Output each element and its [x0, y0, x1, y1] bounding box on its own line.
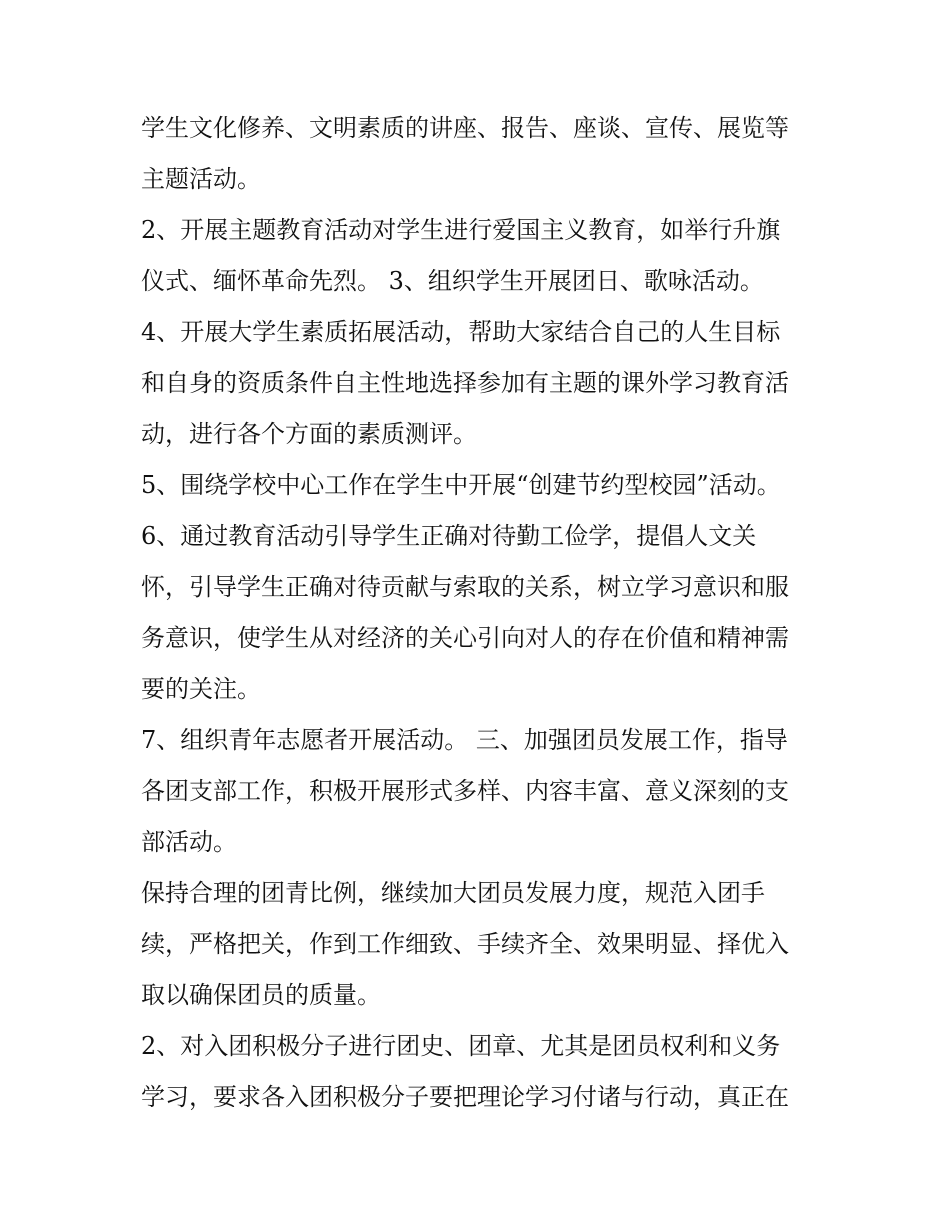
text-line: 动，进行各个方面的素质测评。 [141, 420, 477, 448]
text-line: 务意识，使学生从对经济的关心引向对人的存在价值和精神需 [141, 624, 789, 652]
text-line: 各团支部工作，积极开展形式多样、内容丰富、意义深刻的支 [141, 777, 789, 805]
text-line: 保持合理的团青比例，继续加大团员发展力度，规范入团手 [141, 879, 765, 907]
text-line: 学生文化修养、文明素质的讲座、报告、座谈、宣传、展览等 [141, 114, 789, 142]
text-line: 学习，要求各入团积极分子要把理论学习付诸与行动，真正在 [141, 1083, 789, 1111]
text-line: 7、组织青年志愿者开展活动。 三、加强团员发展工作，指导 [141, 726, 788, 754]
text-line: 部活动。 [141, 828, 237, 856]
text-line: 仪式、缅怀革命先烈。 3、组织学生开展团日、歌咏活动。 [141, 267, 764, 295]
text-line: 怀，引导学生正确对待贡献与索取的关系，树立学习意识和服 [141, 573, 789, 601]
text-line: 续，严格把关，作到工作细致、手续齐全、效果明显、择优入 [141, 930, 789, 958]
text-line: 要的关注。 [141, 675, 261, 703]
text-line: 5、围绕学校中心工作在学生中开展“创建节约型校园”活动。 [141, 471, 781, 499]
text-line: 和自身的资质条件自主性地选择参加有主题的课外学习教育活 [141, 369, 789, 397]
text-line: 2、开展主题教育活动对学生进行爱国主义教育，如举行升旗 [141, 216, 781, 244]
text-line: 主题活动。 [141, 165, 261, 193]
text-line: 6、通过教育活动引导学生正确对待勤工俭学，提倡人文关 [141, 522, 757, 550]
text-line: 2、对入团积极分子进行团史、团章、尤其是团员权利和义务 [141, 1032, 781, 1060]
document-body [141, 103, 821, 1123]
text-line: 4、开展大学生素质拓展活动，帮助大家结合自己的人生目标 [141, 318, 781, 346]
text-line: 取以确保团员的质量。 [141, 981, 381, 1009]
